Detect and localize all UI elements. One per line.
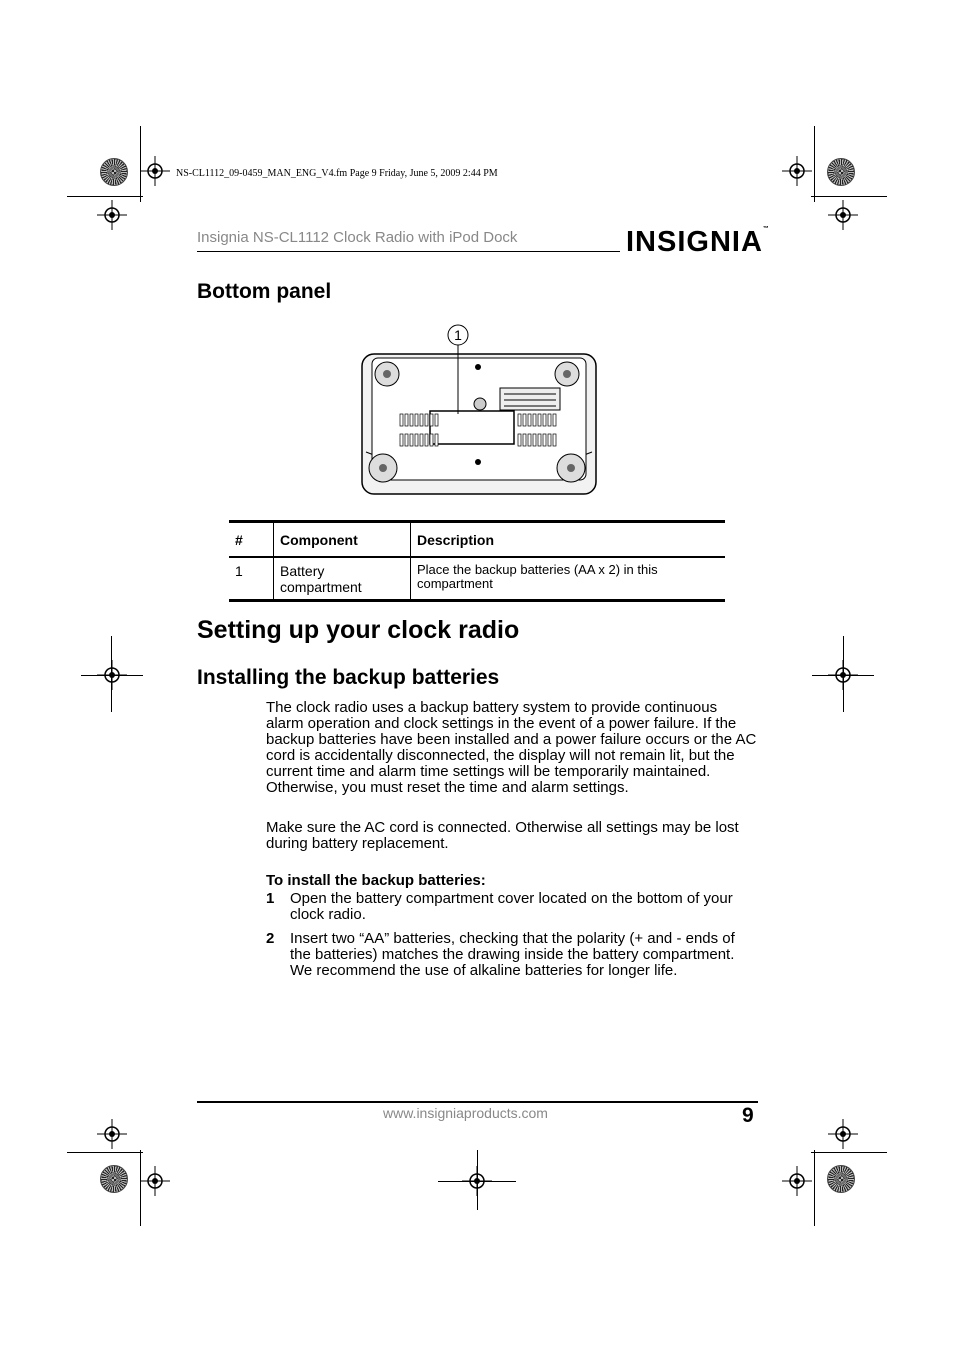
table-row (229, 557, 725, 601)
section-heading-install: Installing the backup batteries (197, 666, 500, 689)
page-number: 9 (742, 1104, 754, 1127)
header-rule (197, 251, 620, 252)
section-heading-bottom-panel: Bottom panel (197, 280, 332, 303)
procedure-title: To install the backup batteries: (266, 872, 486, 889)
body-paragraph: The clock radio uses a backup battery system to provide continuous alarm operation and clock settings in the event of a power failure. If the backup batteries have been installed and a power failure occurs or the AC cord is accidentally disconnected, the display will not remain lit, but the current time and alarm time settings will be temporarily maintained. Otherwise, you must reset the time and alarm settings. (266, 699, 757, 796)
registration-mark-icon (782, 156, 812, 186)
logo-text: INSIGNIA (626, 226, 763, 258)
table-header-row (229, 522, 725, 558)
logo-trademark: ™ (762, 226, 770, 232)
list-item (266, 891, 758, 923)
insignia-logo (626, 226, 770, 259)
step-number: 1 (266, 890, 275, 907)
chapter-heading: Setting up your clock radio (197, 616, 520, 644)
table-cell-description: Place the backup batteries (AA x 2) in this compartment (411, 557, 726, 601)
footer-rule (197, 1101, 758, 1103)
color-rosette-icon (827, 1165, 855, 1193)
running-head: Insignia NS-CL1112 Clock Radio with iPod Dock (197, 229, 518, 246)
table-header-description: Description (411, 522, 726, 558)
registration-mark-icon (828, 1119, 858, 1149)
bottom-panel-diagram (360, 322, 600, 502)
table-cell-number: 1 (229, 557, 274, 601)
color-rosette-icon (827, 158, 855, 186)
registration-mark-icon (97, 1119, 127, 1149)
list-item (266, 931, 758, 979)
registration-mark-icon (140, 1166, 170, 1196)
table-header-component: Component (274, 522, 411, 558)
table-header-number: # (229, 522, 274, 558)
registration-mark-icon (828, 200, 858, 230)
file-slug: NS-CL1112_09-0459_MAN_ENG_V4.fm Page 9 Friday, June 5, 2009 2:44 PM (176, 168, 498, 179)
step-number: 2 (266, 930, 275, 947)
table-cell-component: Battery compartment (274, 557, 411, 601)
footer-url: www.insigniaproducts.com (383, 1105, 548, 1121)
step-text: Open the battery compartment cover located on the bottom of your clock radio. (290, 890, 733, 923)
component-table (229, 520, 725, 602)
registration-mark-icon (140, 156, 170, 186)
diagram-callout-number: 1 (454, 327, 462, 343)
body-paragraph: Make sure the AC cord is connected. Otherwise all settings may be lost during battery replacement. (266, 819, 739, 852)
registration-mark-icon (97, 200, 127, 230)
color-rosette-icon (100, 158, 128, 186)
step-text: Insert two “AA” batteries, checking that the polarity (+ and - ends of the batteries) matches the drawing inside the battery compartment. We recommend the use of alkaline batteries for longer life. (290, 930, 735, 979)
registration-mark-icon (782, 1166, 812, 1196)
color-rosette-icon (100, 1165, 128, 1193)
